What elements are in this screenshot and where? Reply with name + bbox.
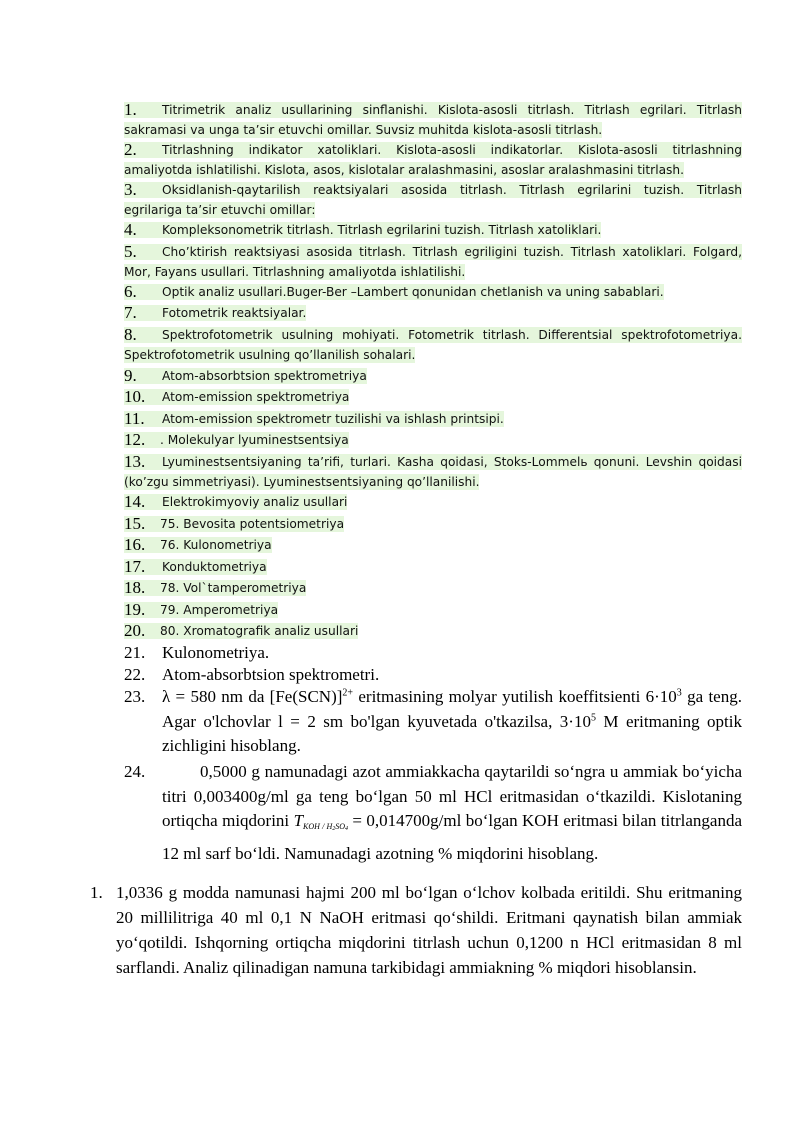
problem-text: λ = 580 nm da $[Fe(SCN)]^{2+}$ eritmasining molyar yutilish koeffitsienti $6\cdot 10^3$ ga teng. Agar o'lchovlar l = 2 sm bo'lgan kyuvetada o'tkazilsa, $3\cdot 10^5$ M eritmaning optik zichligini hisoblang.	[162, 687, 742, 755]
list-text: 75. Bevosita potentsiometriya	[160, 517, 345, 531]
list-number: 7.	[124, 303, 137, 322]
list-number: 2.	[124, 140, 137, 159]
list-text: Atom-absorbtsion spektrometri.	[162, 665, 380, 684]
list-item-6	[124, 282, 742, 302]
list-text: Oksidlanish-qaytarilish reaktsiyalari asosida titrlash. Titrlash egrilarini tuzish. Titrlash egrilariga ta’sir etuvchi omillar:	[124, 183, 742, 217]
list-text: Fotometrik reaktsiyalar.	[162, 306, 307, 320]
list-text: 79. Amperometriya	[160, 603, 279, 617]
list-item-8	[124, 325, 742, 365]
list-item-22	[124, 664, 742, 686]
list-item-14	[124, 492, 742, 512]
list-item-16	[124, 535, 742, 555]
list-number: 4.	[124, 220, 137, 239]
list-number: 12.	[124, 430, 146, 449]
list-item-12	[124, 430, 742, 450]
list-text: Elektrokimyoviy analiz usullari	[162, 495, 348, 509]
list-item-20	[124, 621, 742, 641]
list-text: 80. Xromatografik analiz usullari	[160, 624, 359, 638]
list-text: Titrimetrik analiz usullarining sinflanishi. Kislota-asosli titrlash. Titrlash egrilari. Titrlash sakramasi va unga ta’sir etuvchi omillar. Suvsiz muhitda kislota-asosli titrlash.	[124, 103, 742, 137]
list-text: Cho’ktirish reaktsiyasi asosida titrlash. Titrlash egriligini tuzish. Titrlash xatoliklari. Folgard, Mor, Fayans usullari. Titrlashning amaliyotda ishlatilishi.	[124, 245, 742, 279]
list-item-5	[124, 242, 742, 282]
list-number: 9.	[124, 366, 137, 385]
list-number: 3.	[124, 180, 137, 199]
list-item-11	[124, 409, 742, 429]
list-number: 8.	[124, 325, 137, 344]
list-number: 22.	[124, 665, 146, 684]
list-number: 13.	[124, 452, 146, 471]
list-text: Kompleksonometrik titrlash. Titrlash egrilarini tuzish. Titrlash xatoliklari.	[162, 223, 602, 237]
list-text: Atom-emission spektrometr tuzilishi va ishlash printsipi.	[162, 412, 504, 426]
problem-text: 1,0336 g modda namunasi hajmi 200 ml bo‘lgan o‘lchov kolbada eritildi. Shu eritmaning 20 millilitriga 40 ml 0,1 N NaOH eritmasi qo‘shildi. Eritmani qaynatish bilan ammiak yo‘qotildi. Ishqorning ortiqcha miqdorini titrlash uchun 0,1200 n HCl eritmasidan 8 ml sarflandi. Analiz qilinadigan namuna tarkibidagi ammiakning % miqdori hisoblansin.	[116, 883, 742, 977]
list-item-4	[124, 220, 742, 240]
list-number: 5.	[124, 242, 137, 261]
list-item-3	[124, 180, 742, 220]
list-text: Titrlashning indikator xatoliklari. Kislota-asosli indikatorlar. Kislota-asosli titrlashning amaliyotda ishlatilishi. Kislota, asos, kislotalar aralashmasini, asoslar aralashmasini titrlash.	[124, 143, 742, 177]
list-number: 23.	[124, 687, 146, 706]
list-number: 11.	[124, 409, 145, 428]
titre-symbol: TKOH / $H_2SO_4$	[293, 811, 348, 832]
problem-24	[124, 760, 742, 866]
list-text: Optik analiz usullari.Buger-Ber –Lambert qonunidan chetlanish va uning sabablari.	[162, 285, 664, 299]
list-number: 6.	[124, 282, 137, 301]
list-item-2	[124, 140, 742, 180]
list-number: 1.	[124, 100, 137, 119]
problem-23	[124, 685, 742, 759]
list-item-10	[124, 387, 742, 407]
list-text: Kulonometriya.	[162, 643, 270, 662]
list-text: 78. Vol`tamperometriya	[160, 581, 307, 595]
problem-text: 0,5000 g namunadagi azot ammiakkacha qaytarildi so‘ngra u ammiak bo‘yicha titri 0,003400g/ml ga teng bo‘lgan 50 ml HCl eritmasidan o‘tkazildi. Kislotaning ortiqcha miqdorini TKOH / $H_2SO_4 = 0,014700g/ml$ bo‘lgan KOH eritmasi bilan titrlanganda 12 ml sarf bo‘ldi. Namunadagi azotning % miqdorini hisoblang.	[162, 762, 742, 863]
list-number: 24.	[124, 762, 146, 781]
list-text: Atom-emission spektrometriya	[162, 390, 350, 404]
list-item-1	[124, 100, 742, 140]
list-number: 19.	[124, 600, 146, 619]
list-item-19	[124, 600, 742, 620]
list-text: Atom-absorbtsion spektrometriya	[162, 369, 367, 383]
list-number: 16.	[124, 535, 146, 554]
list-item-9	[124, 366, 742, 386]
list-text: . Molekulyar lyuminestsentsiya	[160, 433, 349, 447]
list-item-15	[124, 514, 742, 534]
list-number: 15.	[124, 514, 146, 533]
list-text: Lyuminestsentsiyaning ta’rifi, turlari. Kasha qoidasi, Stoks-Lommelь qonuni. Levshin qoidasi (ko’zgu simmetriyasi). Lyuminestsentsiyaning qo’llanilishi.	[124, 455, 742, 489]
list-item-13	[124, 452, 742, 492]
list-text: Spektrofotometrik usulning mohiyati. Fotometrik titrlash. Differentsial spektrofotometriya. Spektrofotometrik usulning qo’llanilish sohalari.	[124, 328, 742, 362]
list-number: 14.	[124, 492, 146, 511]
list-item-17	[124, 557, 742, 577]
list-text: Konduktometriya	[162, 560, 267, 574]
list-item-7	[124, 303, 742, 323]
list-number: 17.	[124, 557, 146, 576]
list-number: 1.	[90, 883, 103, 902]
list-number: 10.	[124, 387, 146, 406]
list-number: 18.	[124, 578, 146, 597]
list-text: 76. Kulonometriya	[160, 538, 272, 552]
problem-final	[90, 880, 742, 980]
list-item-18	[124, 578, 742, 598]
list-item-21	[124, 642, 742, 664]
list-number: 21.	[124, 643, 146, 662]
list-number: 20.	[124, 621, 146, 640]
